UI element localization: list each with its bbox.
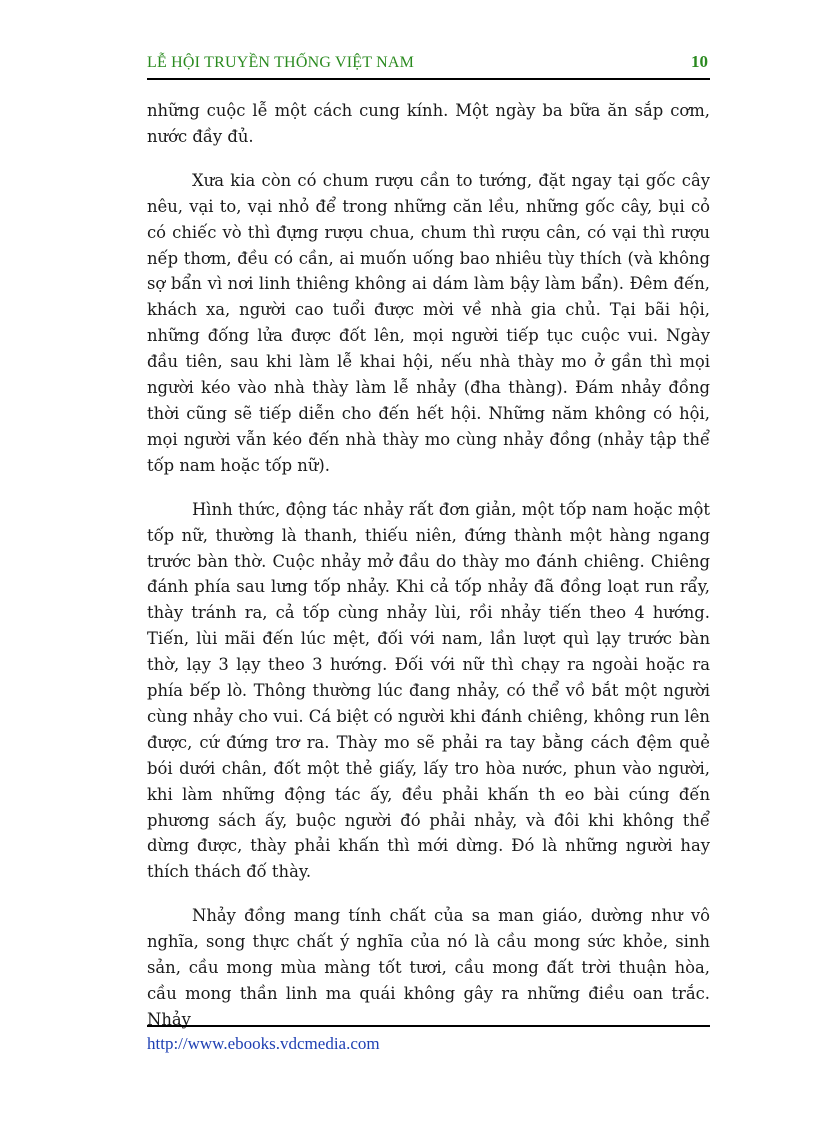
page-body (147, 98, 710, 1033)
paragraph-continuation: những cuộc lễ một cách cung kính. Một ngày ba bữa ăn sắp cơm, nước đầy đủ. (147, 101, 710, 146)
paragraph-gap (147, 479, 710, 497)
paragraph-dance-form: Hình thức, động tác nhảy rất đơn giản, một tốp nam hoặc một tốp nữ, thường là thanh, thiếu niên, đứng thành một hàng ngang trước bàn thờ. Cuộc nhảy mở đầu do thày mo đánh chiêng. Chiêng đánh phía sau lưng tốp nhảy. Khi cả tốp nhảy đã đồng loạt run rẩy, thày tránh ra, cả tốp cùng nhảy lùi, rồi nhảy tiến theo 4 hướng. Tiến, lùi mãi đến lúc mệt, đối với nam, lần lượt quì lạy trước bàn thờ, lạy 3 lạy theo 3 hướng. Đối với nữ thì chạy ra ngoài hoặc ra phía bếp lò. Thông thường lúc đang nhảy, có thể vồ bắt một người cùng nhảy cho vui. Cá biệt có người khi đánh chiêng, không run lên được, cứ đứng trơ ra. Thày mo sẽ phải ra tay bằng cách đệm quẻ bói dưới chân, đốt một thẻ giấy, lấy tro hòa nước, phun vào người, khi làm những động tác ấy, đều phải khấn th eo bài cúng đến phương sách ấy, buộc người đó phải nhảy, và đôi khi không thể dừng được, thày phải khấn thì mới dừng. Đó là những người hay thích thách đố thày. (147, 499, 710, 882)
paragraph-gap (147, 885, 710, 903)
footer-website-link[interactable]: http://www.ebooks.vdcmedia.com (147, 1034, 380, 1053)
footer-divider (147, 1025, 710, 1027)
paragraph-shamanism: Nhảy đồng mang tính chất của sa man giáo, dường như vô nghĩa, song thực chất ý nghĩa của nó là cầu mong sức khỏe, sinh sản, cầu mong mùa màng tốt tươi, cầu mong đất trời thuận hòa, cầu mong thần linh ma quái không gây ra những điều oan trắc. Nhảy (147, 906, 710, 1029)
book-title: LỄ HỘI TRUYỀN THỐNG VIỆT NAM (147, 54, 415, 71)
paragraph-gap (147, 150, 710, 168)
paragraph-wine-jars: Xưa kia còn có chum rượu cần to tướng, đặt ngay tại gốc cây nêu, vại to, vại nhỏ để trong những căn lều, những gốc cây, bụi cỏ có chiếc vò thì đựng rượu chua, chum thì rượu cân, có vại thì rượu nếp thơm, đều có cần, ai muốn uống bao nhiêu tùy thích (và không sợ bẩn vì nơi linh thiêng không ai dám làm bậy làm bẩn). Đêm đến, khách xa, người cao tuổi được mời về nhà gia chủ. Tại bãi hội, những đống lửa được đốt lên, mọi người tiếp tục cuộc vui. Ngày đầu tiên, sau khi làm lễ khai hội, nếu nhà thày mo ở gần thì mọi người kéo vào nhà thày làm lễ nhảy (đha thàng). Đám nhảy đồng thời cũng sẽ tiếp diễn cho đến hết hội. Những năm không có hội, mọi người vẫn kéo đến nhà thày mo cùng nhảy đồng (nhảy tập thể tốp nam hoặc tốp nữ). (147, 170, 710, 475)
page-header (147, 52, 710, 80)
page-number: 10 (691, 52, 708, 71)
